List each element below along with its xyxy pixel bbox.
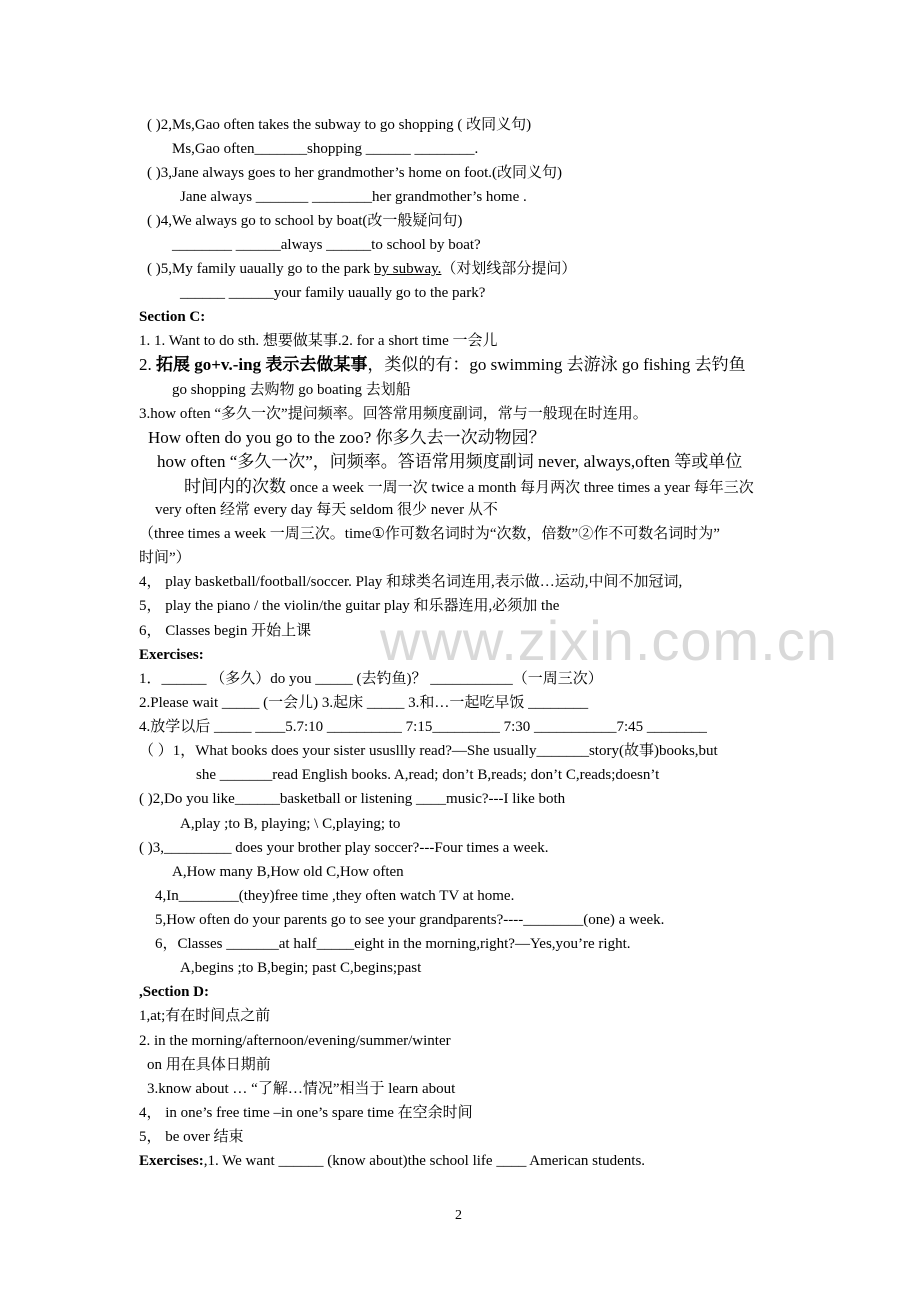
text-line: 4， in one’s free time –in one’s spare time 在空余时间 bbox=[139, 1105, 473, 1121]
text-line: （ ）1，What books does your sister ususllly read?—She usually_______story(故事)books,but bbox=[139, 743, 718, 759]
text-line: go shopping 去购物 go boating 去划船 bbox=[172, 382, 411, 398]
text-line: Jane always _______ ________her grandmother’s home . bbox=[180, 189, 527, 205]
text-segment: once a week 一周一次 twice a month 每月两次 three times a year 每年三次 bbox=[286, 480, 754, 496]
text-line: 5， play the piano / the violin/the guitar play 和乐器连用,必须加 the bbox=[139, 598, 560, 614]
text-line: 2.Please wait _____ (一会儿) 3.起床 _____ 3.和…一起吃早饭 ________ bbox=[139, 695, 589, 711]
section-heading: Section C: bbox=[139, 309, 206, 325]
text-line: ( )2,Do you like______basketball or listening ____music?---I like both bbox=[139, 791, 566, 807]
text-line: 5,How often do your parents go to see your grandparents?----________(one) a week. bbox=[155, 912, 665, 928]
text-line: 4,In________(they)free time ,they often watch TV at home. bbox=[155, 888, 515, 904]
text-segment: （对划线部分提问） bbox=[441, 261, 577, 277]
text-segment: 2. bbox=[139, 355, 156, 374]
text-line bbox=[139, 355, 746, 375]
bold-text: 拓展 go+v.-ing 表示去做某事 bbox=[156, 355, 368, 374]
text-line bbox=[184, 477, 754, 498]
text-segment: 时间内的次数 bbox=[184, 477, 286, 496]
text-line: ( )3,_________ does your brother play soccer?---Four times a week. bbox=[139, 840, 549, 856]
underlined-text: by subway. bbox=[374, 261, 442, 277]
section-heading: ,Section D: bbox=[139, 984, 209, 1000]
text-line bbox=[147, 259, 576, 279]
text-line: ( )4,We always go to school by boat(改一般疑问句) bbox=[147, 213, 463, 229]
text-segment: ,1. We want ______ (know about)the school life ____ American students. bbox=[203, 1153, 646, 1169]
text-line: A,How many B,How old C,How often bbox=[172, 864, 404, 880]
text-line: ( )3,Jane always goes to her grandmother’s home on foot.(改同义句) bbox=[147, 165, 563, 181]
text-line: 1．______ （多久）do you _____ (去钓鱼)？ ___________（一周三次） bbox=[139, 671, 603, 687]
text-line: 时间”） bbox=[139, 550, 191, 566]
text-line: ______ ______your family uaually go to the park? bbox=[180, 285, 486, 301]
text-line: 3.know about … “了解…情况”相当于 learn about bbox=[147, 1081, 456, 1097]
text-line: A,play ;to B, playing; \ C,playing; to bbox=[180, 816, 401, 832]
text-line: Ms,Gao often_______shopping ______ ________. bbox=[172, 141, 479, 157]
section-heading: Exercises: bbox=[139, 647, 204, 663]
text-line: 1. 1. Want to do sth. 想要做某事.2. for a short time 一会儿 bbox=[139, 333, 498, 349]
text-line: A,begins ;to B,begin; past C,begins;past bbox=[180, 960, 422, 976]
text-segment: ，类似的有：go swimming 去游泳 go fishing 去钓鱼 bbox=[367, 355, 746, 374]
text-line bbox=[139, 1151, 645, 1171]
text-line: ________ ______always ______to school by boat? bbox=[172, 237, 481, 253]
text-line: 1,at;有在时间点之前 bbox=[139, 1008, 271, 1024]
text-line: 2. in the morning/afternoon/evening/summer/winter bbox=[139, 1033, 451, 1049]
text-line: how often “多久一次”，问频率。答语常用频度副词 never, always,often 等或单位 bbox=[157, 452, 743, 471]
text-line: 3.how often “多久一次”提问频率。回答常用频度副词，常与一般现在时连用。 bbox=[139, 406, 648, 422]
text-segment: ( )5,My family uaually go to the park bbox=[147, 261, 375, 277]
text-line: she _______read English books. A,read; don’t B,reads; don’t C,reads;doesn’t bbox=[196, 767, 660, 783]
bold-text: Exercises: bbox=[139, 1153, 204, 1169]
watermark: www.zixin.com.cn bbox=[380, 609, 838, 672]
text-line: on 用在具体日期前 bbox=[147, 1057, 271, 1073]
text-line: How often do you go to the zoo? 你多久去一次动物园？ bbox=[148, 428, 546, 447]
text-line: 6，Classes _______at half_____eight in the morning,right?—Yes,you’re right. bbox=[155, 936, 631, 952]
text-line: 6， Classes begin 开始上课 bbox=[139, 623, 312, 639]
page-number: 2 bbox=[455, 1208, 462, 1223]
text-line: 5， be over 结束 bbox=[139, 1129, 244, 1145]
text-line: very often 经常 every day 每天 seldom 很少 never 从不 bbox=[155, 502, 498, 518]
text-line: ( )2,Ms,Gao often takes the subway to go shopping ( 改同义句) bbox=[147, 117, 532, 133]
text-line: 4， play basketball/football/soccer. Play 和球类名词连用,表示做…运动,中间不加冠词, bbox=[139, 574, 683, 590]
text-line: （three times a week 一周三次。time①作可数名词时为“次数，倍数”②作不可数名词时为” bbox=[139, 526, 720, 542]
text-line: 4.放学以后 _____ ____5.7:10 __________ 7:15_________ 7:30 ___________7:45 ________ bbox=[139, 719, 707, 735]
